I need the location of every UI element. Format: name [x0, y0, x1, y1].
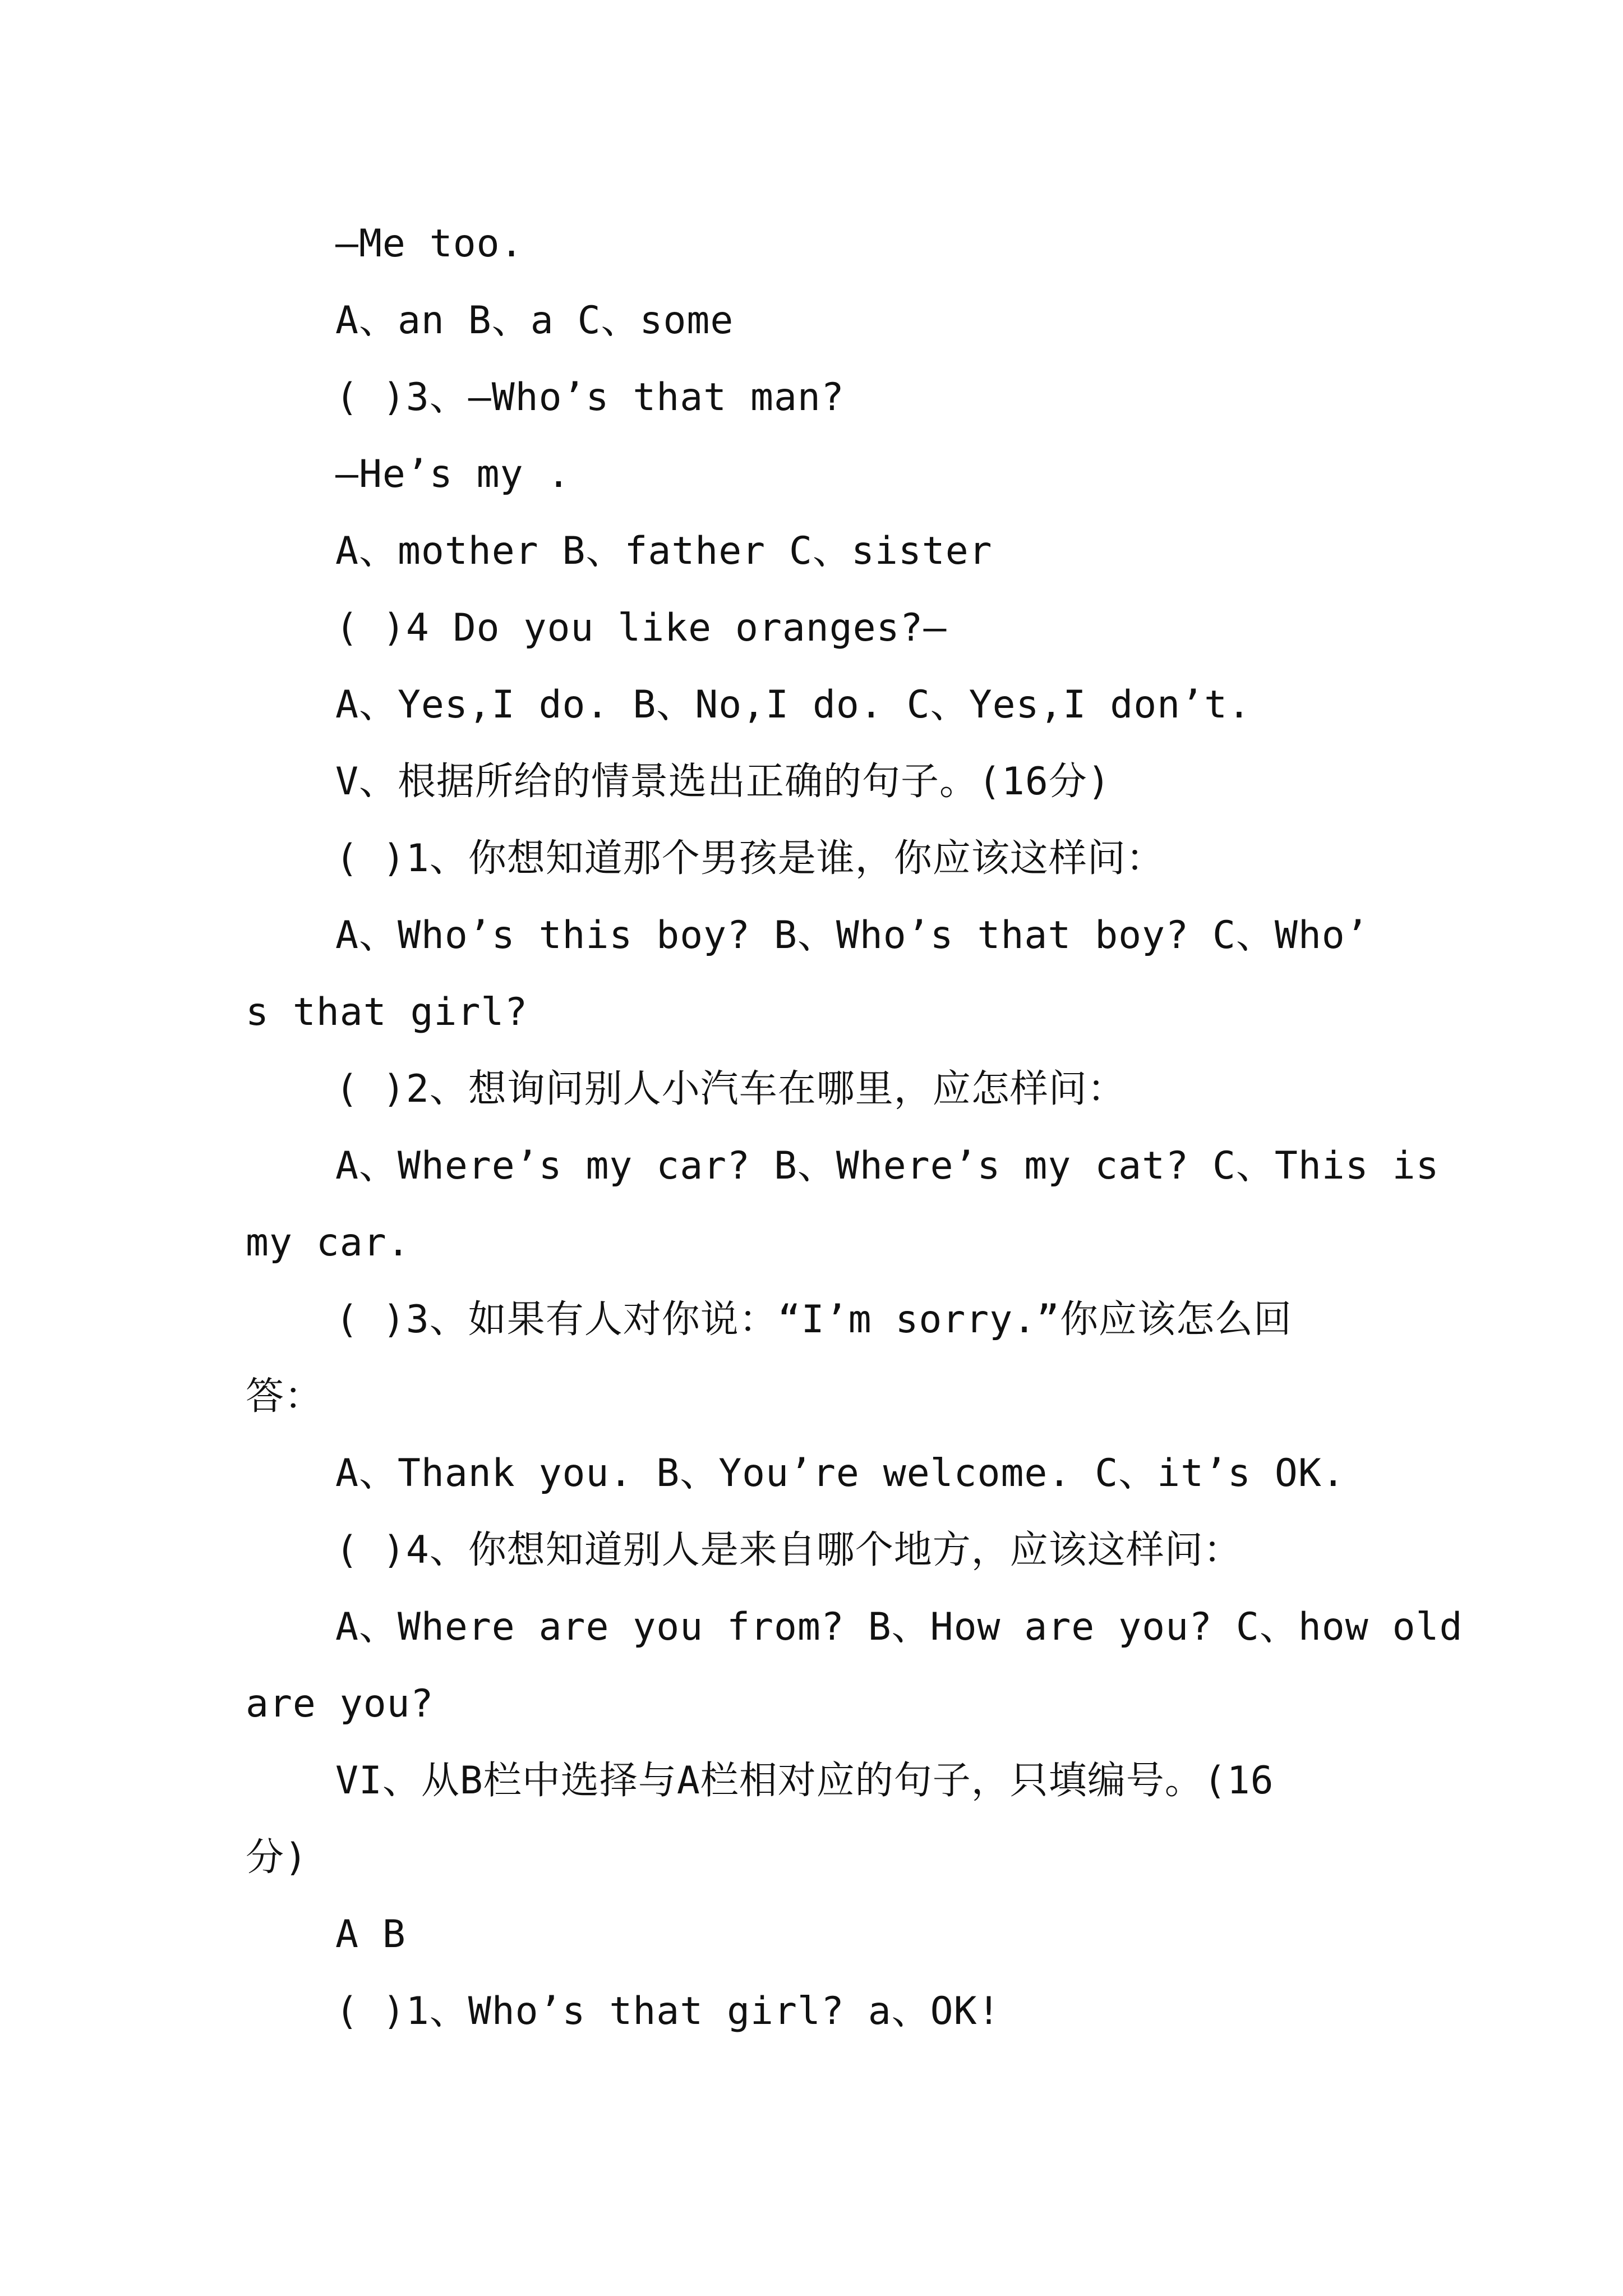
text-line: ( )1、你想知道那个男孩是谁，你应该这样问： [335, 836, 1165, 881]
text-line: s that girl? [246, 990, 528, 1034]
text-line: —He’s my . [335, 452, 571, 496]
text-line: A、an B、a C、some [335, 298, 734, 343]
text-line: A、Where are you from? B、How are you? C、how old [335, 1605, 1463, 1649]
text-line: A、mother B、father C、sister [335, 529, 993, 573]
text-line: ( )2、想询问别人小汽车在哪里，应怎样问： [335, 1067, 1126, 1111]
text-line: A、Who’s this boy? B、Who’s that boy? C、Who’ [335, 913, 1369, 958]
text-line: are you? [246, 1682, 434, 1726]
text-line: ( )4、你想知道别人是来自哪个地方，应该这样问： [335, 1528, 1242, 1572]
text-line: ( )4 Do you like oranges?— [335, 606, 947, 650]
text-line: 分) [246, 1835, 308, 1880]
text-line: A、Thank you. B、You’re welcome. C、it’s OK. [335, 1451, 1345, 1496]
text-line: —Me too. [335, 222, 524, 266]
text-line: ( )3、—Who’s that man? [335, 375, 845, 420]
section-heading: VI、从B栏中选择与A栏相对应的句子，只填编号。(16 [335, 1759, 1274, 1803]
text-line: A、Where’s my car? B、Where’s my cat? C、This is [335, 1144, 1440, 1188]
text-line: 答： [246, 1374, 324, 1419]
text-line: my car. [246, 1221, 411, 1265]
column-header: A B [335, 1912, 406, 1957]
section-heading: V、根据所给的情景选出正确的句子。(16分) [335, 760, 1111, 804]
text-line: ( )3、如果有人对你说：“I’m sorry.”你应该怎么回 [335, 1297, 1293, 1342]
text-line: A、Yes,I do. B、No,I do. C、Yes,I don’t. [335, 683, 1251, 727]
text-line: ( )1、Who’s that girl? a、OK! [335, 1989, 1001, 2033]
